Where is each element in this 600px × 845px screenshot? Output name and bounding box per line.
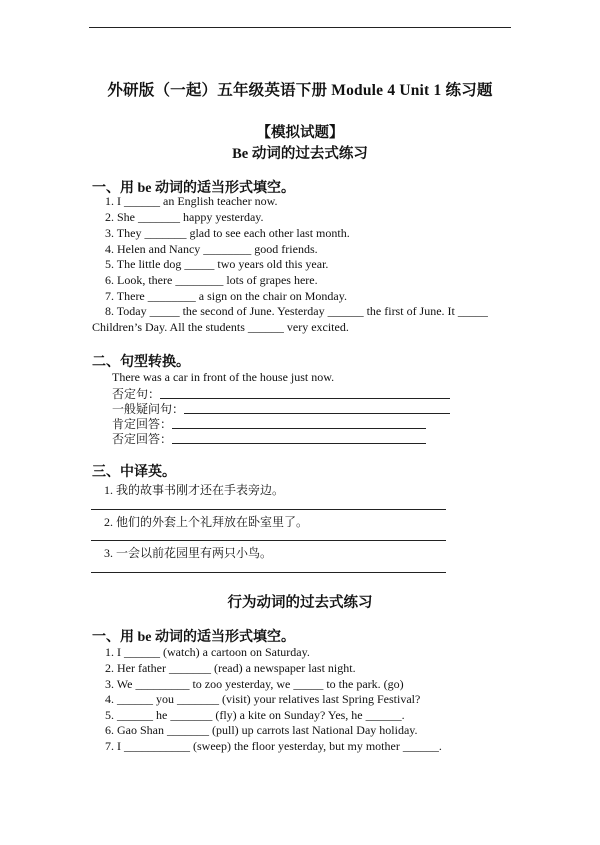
part4-item-1: 1. I ______ (watch) a cartoon on Saturday.: [105, 645, 310, 659]
document-title: 外研版（一起）五年级英语下册 Module 4 Unit 1 练习题: [107, 82, 493, 99]
answer-line-yes[interactable]: [172, 428, 426, 429]
answer-line-translation-2[interactable]: [91, 540, 446, 541]
part4-item-4: 4. ______ you _______ (visit) your relatives last Spring Festival?: [105, 692, 421, 706]
part4-item-7: 7. I ___________ (sweep) the floor yesterday, but my mother ______.: [105, 739, 442, 753]
answer-line-negative[interactable]: [160, 398, 450, 399]
part4-item-5: 5. ______ he _______ (fly) a kite on Sunday? Yes, he ______.: [105, 708, 405, 722]
part4-item-6: 6. Gao Shan _______ (pull) up carrots last National Day holiday.: [105, 723, 418, 737]
part4-item-3: 3. We _________ to zoo yesterday, we _____ to the park. (go): [105, 677, 404, 691]
subtitle-be-verb: Be 动词的过去式练习: [232, 146, 368, 162]
part2-heading: 二、句型转换。: [92, 355, 190, 370]
part1-item-8: 8. Today _____ the second of June. Yesterday ______ the first of June. It _____: [105, 304, 488, 318]
answer-line-question[interactable]: [184, 413, 450, 414]
part2-label-no: 否定回答：: [112, 432, 173, 446]
part1-item-2: 2. She _______ happy yesterday.: [105, 210, 264, 224]
part1-item-8-continuation: Children’s Day. All the students ______ very excited.: [92, 320, 349, 334]
answer-line-translation-3[interactable]: [91, 572, 446, 573]
part3-item-3: 3. 一会以前花园里有两只小鸟。: [104, 546, 273, 560]
part2-sentence: There was a car in front of the house just now.: [112, 370, 335, 384]
subtitle-mock-test: 【模拟试题】: [256, 125, 344, 141]
part3-item-2: 2. 他们的外套上个礼拜放在卧室里了。: [104, 515, 309, 529]
part1-item-1: 1. I ______ an English teacher now.: [105, 194, 278, 208]
part2-label-question: 一般疑问句：: [112, 402, 185, 416]
answer-line-no[interactable]: [172, 443, 426, 444]
part4-heading: 一、用 be 动词的适当形式填空。: [92, 630, 295, 645]
answer-line-translation-1[interactable]: [91, 509, 446, 510]
part1-item-4: 4. Helen and Nancy ________ good friends.: [105, 242, 318, 256]
part1-item-3: 3. They _______ glad to see each other last month.: [105, 226, 350, 240]
part4-item-2: 2. Her father _______ (read) a newspaper last night.: [105, 661, 356, 675]
part1-item-5: 5. The little dog _____ two years old this year.: [105, 257, 329, 271]
section2-title: 行为动词的过去式练习: [227, 595, 373, 611]
part3-item-1: 1. 我的故事书刚才还在手表旁边。: [104, 483, 285, 497]
part1-item-7: 7. There ________ a sign on the chair on Monday.: [105, 289, 347, 303]
part2-label-negative: 否定句：: [112, 387, 161, 401]
part1-heading: 一、用 be 动词的适当形式填空。: [92, 181, 295, 196]
top-rule: [89, 27, 511, 28]
part2-label-yes: 肯定回答：: [112, 417, 173, 431]
part1-item-6: 6. Look, there ________ lots of grapes here.: [105, 273, 318, 287]
part3-heading: 三、中译英。: [92, 465, 176, 480]
